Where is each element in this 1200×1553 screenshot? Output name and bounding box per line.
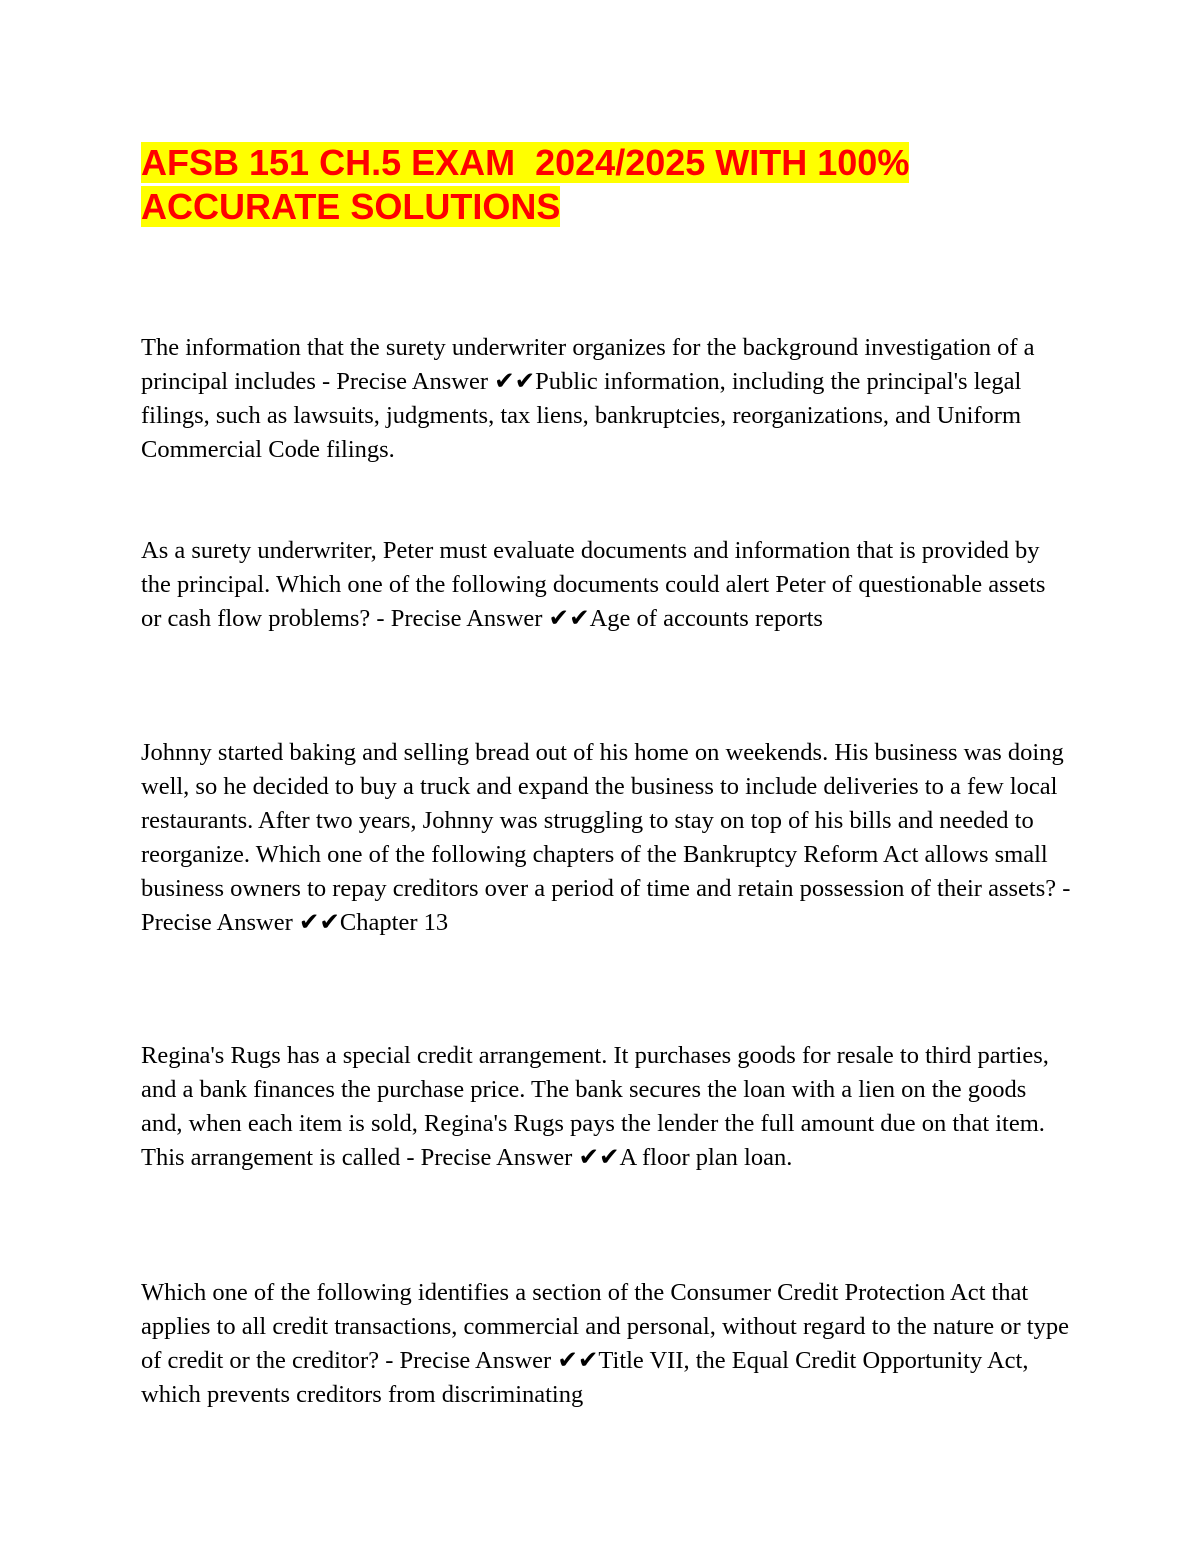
qa-item <box>141 736 1071 940</box>
question-text: Johnny started baking and selling bread out of his home on weekends. His business was doing well, so he decided to buy a truck and expand the business to include deliveries to a few local restaurants. After two years, Johnny was struggling to stay on top of his bills and needed to reorganize. Which one of the following chapters of the Bankruptcy Reform Act allows small business owners to repay creditors over a period of time and retain possession of their assets? - Precise Answer <box>141 739 1071 936</box>
double-check-icon: ✔✔ <box>578 1144 620 1171</box>
answer-text: Chapter 13 <box>339 909 449 936</box>
document-title <box>141 141 1041 229</box>
answer-text: Public information, including the principal's legal filings, such as lawsuits, judgments, tax liens, bankruptcies, reorganizations, and Uniform Commercial Code filings. <box>141 368 1022 463</box>
question-text: Which one of the following identifies a section of the Consumer Credit Protection Act that applies to all credit transactions, commercial and personal, without regard to the nature or type of credit or the creditor? - Precise Answer <box>141 1279 1069 1374</box>
qa-item <box>141 1039 1071 1175</box>
title-line-1: AFSB 151 CH.5 EXAM 2024/2025 WITH 100% <box>141 142 910 183</box>
title-line-2: ACCURATE SOLUTIONS <box>141 186 561 227</box>
answer-text: Title VII, the Equal Credit Opportunity Act, which prevents creditors from discriminating <box>141 1347 1029 1408</box>
double-check-icon: ✔✔ <box>557 1347 599 1374</box>
question-text: Regina's Rugs has a special credit arrangement. It purchases goods for resale to third parties, and a bank finances the purchase price. The bank secures the loan with a lien on the goods and, when each item is sold, Regina's Rugs pays the lender the full amount due on that item. This arrangement is called - Precise Answer <box>141 1042 1049 1171</box>
qa-item <box>141 534 1071 636</box>
qa-item <box>141 331 1071 467</box>
question-text: The information that the surety underwriter organizes for the background investigation of a principal includes - Precise Answer <box>141 334 1035 395</box>
double-check-icon: ✔✔ <box>494 368 536 395</box>
double-check-icon: ✔✔ <box>548 605 590 632</box>
double-check-icon: ✔✔ <box>298 909 340 936</box>
qa-item <box>141 1276 1071 1412</box>
question-text: As a surety underwriter, Peter must evaluate documents and information that is provided by the principal. Which one of the following documents could alert Peter of questionable assets or cash flow problems? - Precise Answer <box>141 537 1046 632</box>
answer-text: Age of accounts reports <box>589 605 823 632</box>
answer-text: A floor plan loan. <box>619 1144 793 1171</box>
